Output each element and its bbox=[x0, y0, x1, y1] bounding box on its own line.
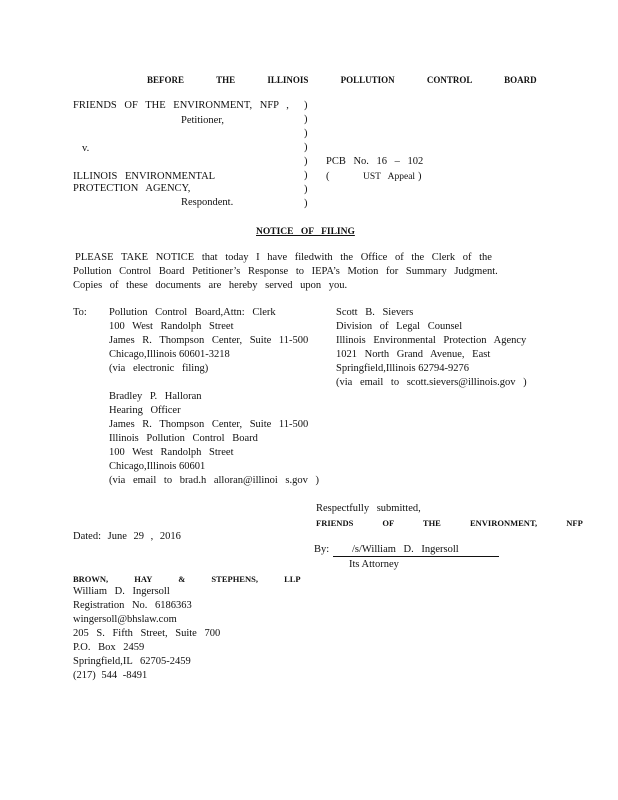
recipient-clerk-line: (via electronic filing) bbox=[109, 363, 209, 374]
recipient-halloran-line: (via email to brad.h alloran@illinoi s.gov ) bbox=[109, 475, 319, 486]
recipient-halloran-line: Illinois Pollution Control Board bbox=[109, 433, 258, 444]
firm-email: wingersoll@bhslaw.com bbox=[73, 614, 177, 625]
caption-bracket: ) bbox=[304, 114, 308, 125]
signature-by-label: By: bbox=[314, 544, 330, 555]
caption-bracket: ) bbox=[304, 128, 308, 139]
notice-body-line: Pollution Control Board Petitioner’s Response to IEPA’s Motion for Summary Judgment. bbox=[73, 266, 498, 277]
signature-closing: Respectfully submitted, bbox=[316, 503, 421, 514]
signature-role: Its Attorney bbox=[349, 559, 399, 570]
recipient-sievers-line: Scott B. Sievers bbox=[336, 307, 414, 318]
notice-title: NOTICE OF FILING bbox=[256, 227, 355, 237]
signature-party: FRIENDS OF THE ENVIRONMENT, NFP bbox=[316, 518, 583, 528]
firm-line: P.O. Box 2459 bbox=[73, 642, 145, 653]
recipient-clerk-line: Chicago,Illinois 60601-3218 bbox=[109, 349, 230, 360]
versus: v. bbox=[82, 143, 90, 154]
caption-bracket: ) bbox=[304, 170, 308, 181]
recipient-sievers-line: Division of Legal Counsel bbox=[336, 321, 463, 332]
case-type-open: ( bbox=[326, 171, 330, 182]
recipient-sievers-line: 1021 North Grand Avenue, East bbox=[336, 349, 491, 360]
notice-body-line: Copies of these documents are hereby served upon you. bbox=[73, 280, 348, 291]
respondent-line1: ILLINOIS ENVIRONMENTAL bbox=[73, 171, 216, 182]
recipient-halloran-line: Hearing Officer bbox=[109, 405, 181, 416]
caption-bracket: ) bbox=[304, 156, 308, 167]
case-type: UST Appeal bbox=[363, 172, 416, 182]
recipient-clerk-line: 100 West Randolph Street bbox=[109, 321, 234, 332]
firm-line: Springfield,IL 62705-2459 bbox=[73, 656, 191, 667]
signature-text: /s/William D. Ingersoll bbox=[352, 544, 459, 555]
recipient-halloran-line: James R. Thompson Center, Suite 11-500 bbox=[109, 419, 309, 430]
recipient-sievers-line: Springfield,Illinois 62794-9276 bbox=[336, 363, 469, 374]
notice-body-line: PLEASE TAKE NOTICE that today I have filedwith the Office of the Clerk of the bbox=[75, 252, 492, 263]
recipient-halloran-line: Bradley P. Halloran bbox=[109, 391, 202, 402]
petitioner-name: FRIENDS OF THE ENVIRONMENT, NFP , bbox=[73, 100, 289, 111]
firm-line: William D. Ingersoll bbox=[73, 586, 170, 597]
caption-bracket: ) bbox=[304, 184, 308, 195]
respondent-line2: PROTECTION AGENCY, bbox=[73, 183, 191, 194]
court-heading: BEFORE THE ILLINOIS POLLUTION CONTROL BOARD bbox=[147, 75, 537, 85]
firm-phone: (217) 544 -8491 bbox=[73, 670, 148, 681]
firm-line: Registration No. 6186363 bbox=[73, 600, 192, 611]
to-label: To: bbox=[73, 307, 87, 318]
firm-line: 205 S. Fifth Street, Suite 700 bbox=[73, 628, 221, 639]
caption-bracket: ) bbox=[304, 142, 308, 153]
recipient-sievers-line: Illinois Environmental Protection Agency bbox=[336, 335, 527, 346]
petitioner-role: Petitioner, bbox=[181, 115, 225, 126]
case-number: PCB No. 16 – 102 bbox=[326, 156, 424, 167]
dated-line: Dated: June 29 , 2016 bbox=[73, 531, 181, 542]
caption-bracket: ) bbox=[304, 100, 308, 111]
case-type-close: ) bbox=[418, 171, 422, 182]
recipient-halloran-line: Chicago,Illinois 60601 bbox=[109, 461, 206, 472]
signature-line bbox=[333, 556, 499, 557]
recipient-clerk-line: Pollution Control Board,Attn: Clerk bbox=[109, 307, 276, 318]
respondent-role: Respondent. bbox=[181, 197, 234, 208]
recipient-sievers-line: (via email to scott.sievers@illinois.gov ) bbox=[336, 377, 527, 388]
firm-name: BROWN, HAY & STEPHENS, LLP bbox=[73, 574, 301, 584]
caption-bracket: ) bbox=[304, 198, 308, 209]
recipient-halloran-line: 100 West Randolph Street bbox=[109, 447, 234, 458]
recipient-clerk-line: James R. Thompson Center, Suite 11-500 bbox=[109, 335, 309, 346]
